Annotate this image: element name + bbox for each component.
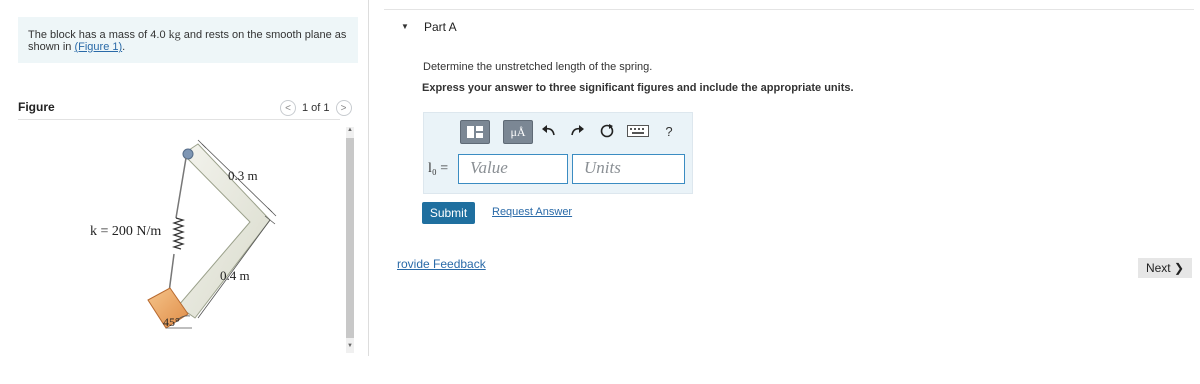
scroll-up-icon[interactable]: ▲ bbox=[347, 127, 353, 133]
prev-figure-button[interactable]: < bbox=[280, 100, 296, 116]
instruction-text: Express your answer to three significant figures and include the appropriate units. bbox=[422, 82, 854, 94]
problem-text-mid: and rests on the smooth plane as shown in bbox=[28, 29, 347, 53]
reset-icon[interactable] bbox=[597, 121, 617, 141]
figure-heading: Figure bbox=[18, 100, 55, 114]
problem-text-end: . bbox=[122, 41, 126, 53]
problem-statement bbox=[18, 17, 358, 63]
scroll-down-icon[interactable]: ▼ bbox=[347, 343, 353, 349]
units-input[interactable]: Units bbox=[572, 154, 685, 184]
request-answer-link[interactable]: Request Answer bbox=[492, 206, 573, 218]
units-button[interactable]: μÅ bbox=[503, 120, 533, 144]
figure-page-count: 1 of 1 bbox=[302, 102, 330, 114]
figure-scrollbar-thumb[interactable] bbox=[346, 138, 354, 338]
help-icon[interactable]: ? bbox=[665, 123, 673, 139]
provide-feedback-link[interactable]: rovide Feedback bbox=[397, 257, 486, 271]
problem-text-start: The block has a mass of 4.0 bbox=[28, 29, 166, 41]
templates-icon bbox=[466, 125, 484, 139]
question-text: Determine the unstretched length of the spring. bbox=[423, 61, 653, 73]
dimension-label-lower: 0.4 m bbox=[220, 268, 250, 283]
pivot-pin bbox=[183, 149, 193, 159]
spring-coils bbox=[174, 218, 183, 249]
angle-label: 45° bbox=[163, 315, 180, 329]
panel-divider bbox=[368, 0, 369, 356]
collapse-caret-icon[interactable]: ▼ bbox=[401, 22, 409, 31]
figure-pager bbox=[280, 100, 352, 116]
templates-button[interactable] bbox=[460, 120, 490, 144]
undo-icon[interactable] bbox=[539, 121, 559, 141]
spring-constant-label: k = 200 N/m bbox=[90, 224, 162, 239]
value-input[interactable]: Value bbox=[458, 154, 568, 184]
next-button[interactable]: Next ❯ bbox=[1138, 258, 1192, 278]
figure-link[interactable]: (Figure 1) bbox=[74, 41, 123, 53]
problem-text bbox=[28, 28, 348, 53]
spring-wire bbox=[176, 158, 186, 218]
figure-diagram bbox=[80, 130, 350, 355]
next-figure-button[interactable]: > bbox=[336, 100, 352, 116]
submit-button[interactable]: Submit bbox=[422, 202, 475, 224]
keyboard-icon[interactable] bbox=[627, 124, 649, 138]
redo-icon[interactable] bbox=[567, 121, 587, 141]
part-top-rule bbox=[384, 9, 1194, 10]
dimension-label-upper: 0.3 m bbox=[228, 168, 258, 183]
mass-unit: kg bbox=[168, 27, 181, 41]
answer-variable-label: l₀ = bbox=[428, 161, 449, 176]
part-title[interactable]: Part A bbox=[424, 20, 457, 34]
divider bbox=[18, 119, 340, 120]
